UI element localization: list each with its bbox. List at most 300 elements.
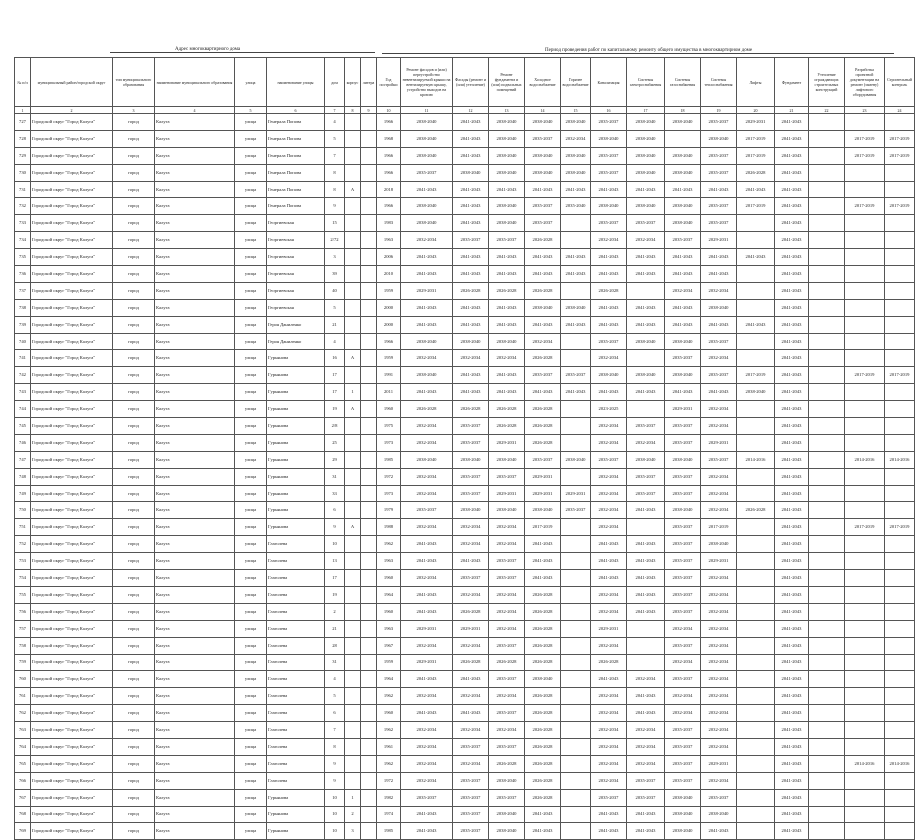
table-cell: 2041-2043 bbox=[775, 114, 809, 131]
table-row bbox=[15, 637, 915, 654]
table-cell: город bbox=[113, 586, 155, 603]
table-cell: улица bbox=[235, 586, 267, 603]
table-cell bbox=[345, 198, 361, 215]
table-row bbox=[15, 299, 915, 316]
table-cell: 2032-2034 bbox=[591, 418, 627, 435]
table-cell: город bbox=[113, 502, 155, 519]
table-cell: 1 bbox=[345, 384, 361, 401]
table-cell: 40 bbox=[325, 282, 345, 299]
column-number: 1 bbox=[15, 107, 31, 114]
table-cell: Глаголева bbox=[267, 586, 325, 603]
table-row bbox=[15, 181, 915, 198]
table-cell bbox=[845, 350, 885, 367]
table-cell: 2035-2037 bbox=[453, 232, 489, 249]
table-cell: Георгиевская bbox=[267, 249, 325, 266]
table-cell: 2041-2043 bbox=[627, 536, 665, 553]
table-cell: 2029-2031 bbox=[489, 485, 525, 502]
table-cell: 6 bbox=[325, 502, 345, 519]
table-cell: 2032-2034 bbox=[401, 738, 453, 755]
table-cell bbox=[345, 637, 361, 654]
table-cell bbox=[361, 502, 377, 519]
table-cell: 2041-2043 bbox=[453, 299, 489, 316]
table-cell: Городской округ "Город Калуга" bbox=[31, 705, 113, 722]
table-cell: 1960 bbox=[377, 705, 401, 722]
table-cell: 2035-2037 bbox=[665, 434, 701, 451]
table-cell: 17 bbox=[325, 384, 345, 401]
table-cell bbox=[345, 722, 361, 739]
table-cell bbox=[885, 333, 915, 350]
table-row bbox=[15, 384, 915, 401]
table-cell: 1 bbox=[345, 789, 361, 806]
table-cell: Городской округ "Город Калуга" bbox=[31, 401, 113, 418]
table-cell bbox=[809, 738, 845, 755]
table-cell bbox=[845, 620, 885, 637]
table-cell: 2041-2043 bbox=[401, 603, 453, 620]
column-header: дом bbox=[325, 58, 345, 107]
table-cell: 2029-2031 bbox=[401, 620, 453, 637]
table-cell: 2026-2028 bbox=[591, 654, 627, 671]
table-cell: Калуга bbox=[155, 485, 235, 502]
table-cell: 9 bbox=[325, 772, 345, 789]
table-cell: 2041-2043 bbox=[775, 367, 809, 384]
table-cell bbox=[885, 772, 915, 789]
table-cell: 2029-2031 bbox=[701, 755, 737, 772]
table-cell bbox=[737, 418, 775, 435]
table-row bbox=[15, 620, 915, 637]
table-cell bbox=[845, 536, 885, 553]
table-cell: 1975 bbox=[377, 418, 401, 435]
table-cell bbox=[809, 249, 845, 266]
table-cell bbox=[809, 553, 845, 570]
table-cell: 2038-2040 bbox=[627, 147, 665, 164]
table-cell: 2035-2037 bbox=[453, 789, 489, 806]
table-cell bbox=[845, 603, 885, 620]
table-cell: 1991 bbox=[377, 367, 401, 384]
table-cell bbox=[809, 789, 845, 806]
table-cell: 767 bbox=[15, 789, 31, 806]
table-cell: 1973 bbox=[377, 434, 401, 451]
table-cell: Городской округ "Город Калуга" bbox=[31, 553, 113, 570]
table-row bbox=[15, 401, 915, 418]
table-cell: 2041-2043 bbox=[453, 215, 489, 232]
table-cell: 2038-2040 bbox=[489, 823, 525, 840]
address-group-line bbox=[110, 52, 375, 53]
table-cell: 2035-2037 bbox=[489, 705, 525, 722]
table-cell: 2017-2019 bbox=[885, 198, 915, 215]
table-cell: 2026-2028 bbox=[525, 688, 561, 705]
table-cell bbox=[737, 282, 775, 299]
table-cell: 2035-2037 bbox=[489, 789, 525, 806]
table-cell: 2041-2043 bbox=[627, 705, 665, 722]
address-group-header: Адрес многоквартирного дома bbox=[175, 47, 241, 52]
table-cell bbox=[561, 738, 591, 755]
column-header: тип муниципального образования bbox=[113, 58, 155, 107]
table-cell: 10 bbox=[325, 806, 345, 823]
table-cell: 2041-2043 bbox=[453, 384, 489, 401]
table-cell bbox=[345, 147, 361, 164]
table-cell bbox=[845, 485, 885, 502]
table-cell: Генерала Попова bbox=[267, 130, 325, 147]
table-cell: 2026-2028 bbox=[489, 418, 525, 435]
table-row bbox=[15, 654, 915, 671]
table-cell bbox=[561, 570, 591, 587]
table-cell: 2041-2043 bbox=[775, 536, 809, 553]
table-cell: Городской округ "Город Калуга" bbox=[31, 316, 113, 333]
table-cell bbox=[809, 130, 845, 147]
table-cell: улица bbox=[235, 705, 267, 722]
table-cell bbox=[561, 806, 591, 823]
table-row bbox=[15, 485, 915, 502]
table-cell: 31 bbox=[325, 654, 345, 671]
table-cell: 7 bbox=[325, 147, 345, 164]
table-cell: 2038-2040 bbox=[525, 164, 561, 181]
table-cell: 4 bbox=[325, 671, 345, 688]
table-row bbox=[15, 451, 915, 468]
table-cell bbox=[845, 249, 885, 266]
column-number: 19 bbox=[701, 107, 737, 114]
table-cell: 760 bbox=[15, 671, 31, 688]
table-cell: 745 bbox=[15, 418, 31, 435]
table-cell: Калуга bbox=[155, 164, 235, 181]
table-cell: 1960 bbox=[377, 570, 401, 587]
table-cell: 2041-2043 bbox=[489, 367, 525, 384]
table-cell: Гурьянова bbox=[267, 806, 325, 823]
table-cell: Городской округ "Город Калуга" bbox=[31, 485, 113, 502]
table-cell: 29 bbox=[325, 451, 345, 468]
table-cell: город bbox=[113, 401, 155, 418]
table-cell: 2014-2016 bbox=[737, 451, 775, 468]
table-cell bbox=[737, 789, 775, 806]
table-cell: Калуга bbox=[155, 468, 235, 485]
table-cell: 2041-2043 bbox=[627, 181, 665, 198]
table-cell: 766 bbox=[15, 772, 31, 789]
table-cell: Генерала Попова bbox=[267, 114, 325, 131]
table-cell: 2032-2034 bbox=[401, 350, 453, 367]
table-cell: 2014-2016 bbox=[885, 755, 915, 772]
table-cell: 2041-2043 bbox=[453, 367, 489, 384]
table-cell: улица bbox=[235, 282, 267, 299]
table-cell bbox=[885, 215, 915, 232]
table-cell: 28 bbox=[325, 637, 345, 654]
table-cell bbox=[361, 519, 377, 536]
table-cell: 2026-2028 bbox=[525, 722, 561, 739]
table-cell: Калуга bbox=[155, 333, 235, 350]
table-cell: 2041-2043 bbox=[401, 671, 453, 688]
table-cell: 2038-2040 bbox=[401, 114, 453, 131]
table-cell: 2041-2043 bbox=[401, 705, 453, 722]
table-cell: 2041-2043 bbox=[453, 181, 489, 198]
table-cell: город bbox=[113, 181, 155, 198]
table-cell: улица bbox=[235, 620, 267, 637]
table-cell: 755 bbox=[15, 586, 31, 603]
table-cell: 1966 bbox=[377, 164, 401, 181]
table-cell bbox=[361, 688, 377, 705]
table-cell: 2038-2040 bbox=[489, 164, 525, 181]
table-cell: 2014-2016 bbox=[845, 755, 885, 772]
table-cell bbox=[561, 553, 591, 570]
table-cell bbox=[361, 333, 377, 350]
table-cell: 2035-2037 bbox=[525, 367, 561, 384]
table-cell bbox=[885, 536, 915, 553]
column-header: Системы электроснабжения bbox=[627, 58, 665, 107]
table-cell bbox=[809, 266, 845, 283]
table-cell: город bbox=[113, 114, 155, 131]
table-cell: 2032-2034 bbox=[591, 434, 627, 451]
table-cell: 2041-2043 bbox=[627, 316, 665, 333]
table-cell: 2026-2028 bbox=[453, 603, 489, 620]
column-header: № п/п bbox=[15, 58, 31, 107]
table-cell: 2038-2040 bbox=[701, 536, 737, 553]
column-header: Фасады (ремонт и (или) утепление) bbox=[453, 58, 489, 107]
column-header: наименование улицы bbox=[267, 58, 325, 107]
table-cell bbox=[361, 772, 377, 789]
table-cell bbox=[361, 671, 377, 688]
table-row bbox=[15, 434, 915, 451]
table-cell: Городской округ "Город Калуга" bbox=[31, 722, 113, 739]
table-cell bbox=[845, 671, 885, 688]
table-cell: 2041-2043 bbox=[561, 384, 591, 401]
table-cell: 1961 bbox=[377, 738, 401, 755]
table-cell bbox=[361, 637, 377, 654]
table-row bbox=[15, 418, 915, 435]
table-cell: 2038-2040 bbox=[665, 333, 701, 350]
table-cell bbox=[809, 586, 845, 603]
table-cell: 1962 bbox=[377, 688, 401, 705]
table-cell: 1967 bbox=[377, 637, 401, 654]
table-cell: 2041-2043 bbox=[561, 266, 591, 283]
table-cell: 1979 bbox=[377, 502, 401, 519]
table-cell: улица bbox=[235, 536, 267, 553]
table-cell bbox=[845, 553, 885, 570]
table-cell: 2/8 bbox=[325, 418, 345, 435]
table-cell: 2017-2019 bbox=[737, 147, 775, 164]
table-cell bbox=[561, 603, 591, 620]
table-cell bbox=[361, 553, 377, 570]
table-cell: 739 bbox=[15, 316, 31, 333]
table-cell: 15 bbox=[325, 215, 345, 232]
table-cell: 2035-2037 bbox=[665, 603, 701, 620]
table-cell: улица bbox=[235, 232, 267, 249]
table-cell: 732 bbox=[15, 198, 31, 215]
table-cell: 2041-2043 bbox=[775, 232, 809, 249]
table-cell: 2026-2028 bbox=[453, 401, 489, 418]
table-cell: Георгиевская bbox=[267, 282, 325, 299]
table-cell bbox=[561, 772, 591, 789]
table-cell: улица bbox=[235, 688, 267, 705]
table-cell: Гурьянова bbox=[267, 823, 325, 840]
table-cell bbox=[361, 266, 377, 283]
table-cell bbox=[345, 485, 361, 502]
table-cell: 2041-2043 bbox=[591, 266, 627, 283]
table-cell bbox=[809, 384, 845, 401]
table-cell bbox=[561, 434, 591, 451]
table-cell bbox=[885, 553, 915, 570]
table-row bbox=[15, 755, 915, 772]
table-cell: 2032-2034 bbox=[627, 738, 665, 755]
table-row bbox=[15, 823, 915, 840]
table-cell: 2035-2037 bbox=[701, 147, 737, 164]
table-cell: 2035-2037 bbox=[627, 789, 665, 806]
table-cell bbox=[345, 671, 361, 688]
table-cell: 2038-2040 bbox=[561, 147, 591, 164]
table-cell bbox=[885, 637, 915, 654]
table-cell: 2035-2037 bbox=[665, 485, 701, 502]
table-cell: 2041-2043 bbox=[775, 671, 809, 688]
table-cell: Калуга bbox=[155, 266, 235, 283]
table-row bbox=[15, 333, 915, 350]
table-cell bbox=[809, 299, 845, 316]
table-cell: 1982 bbox=[377, 789, 401, 806]
table-cell bbox=[809, 485, 845, 502]
table-cell: Глаголева bbox=[267, 620, 325, 637]
table-cell: 2041-2043 bbox=[591, 316, 627, 333]
table-cell: улица bbox=[235, 401, 267, 418]
table-cell bbox=[845, 722, 885, 739]
table-cell: 2026-2028 bbox=[525, 418, 561, 435]
table-cell: 2041-2043 bbox=[525, 316, 561, 333]
table-cell bbox=[345, 249, 361, 266]
table-cell: 2026-2028 bbox=[453, 282, 489, 299]
table-cell: 1959 bbox=[377, 282, 401, 299]
table-cell: 2029-2031 bbox=[591, 620, 627, 637]
column-header: муниципальный район/городской округ bbox=[31, 58, 113, 107]
table-cell: Городской округ "Город Калуга" bbox=[31, 198, 113, 215]
table-cell: Городской округ "Город Калуга" bbox=[31, 266, 113, 283]
table-cell bbox=[345, 553, 361, 570]
table-cell: 1985 bbox=[377, 451, 401, 468]
table-cell: город bbox=[113, 738, 155, 755]
table-cell: 2038-2040 bbox=[627, 367, 665, 384]
table-cell: 2017-2019 bbox=[845, 130, 885, 147]
table-cell bbox=[345, 282, 361, 299]
table-cell: 2041-2043 bbox=[627, 502, 665, 519]
table-cell: Городской округ "Город Калуга" bbox=[31, 536, 113, 553]
table-cell: улица bbox=[235, 519, 267, 536]
column-header: корпус bbox=[345, 58, 361, 107]
table-cell: 2010 bbox=[377, 266, 401, 283]
table-cell: 2035-2037 bbox=[627, 468, 665, 485]
table-cell: 2041-2043 bbox=[775, 451, 809, 468]
table-row bbox=[15, 772, 915, 789]
table-cell bbox=[737, 434, 775, 451]
table-row bbox=[15, 671, 915, 688]
table-cell: 33 bbox=[325, 485, 345, 502]
table-cell bbox=[885, 485, 915, 502]
table-cell: Гурьянова bbox=[267, 418, 325, 435]
table-cell bbox=[345, 333, 361, 350]
table-cell: 761 bbox=[15, 688, 31, 705]
table-cell bbox=[885, 468, 915, 485]
table-cell: 2041-2043 bbox=[453, 114, 489, 131]
column-number: 2 bbox=[31, 107, 113, 114]
table-cell: Городской округ "Город Калуга" bbox=[31, 519, 113, 536]
table-cell: 2041-2043 bbox=[775, 722, 809, 739]
table-cell: 2032-2034 bbox=[701, 688, 737, 705]
table-cell: Глаголева bbox=[267, 603, 325, 620]
table-cell: Городской округ "Город Калуга" bbox=[31, 806, 113, 823]
table-cell: 4 bbox=[325, 333, 345, 350]
table-cell: улица bbox=[235, 164, 267, 181]
table-cell: 2026-2028 bbox=[401, 401, 453, 418]
table-cell: 2041-2043 bbox=[453, 249, 489, 266]
table-cell: Калуга bbox=[155, 772, 235, 789]
table-cell: Героя Даниленко bbox=[267, 333, 325, 350]
table-cell: Глаголева bbox=[267, 705, 325, 722]
table-cell: 2032-2034 bbox=[453, 586, 489, 603]
table-cell: Городской округ "Город Калуга" bbox=[31, 333, 113, 350]
table-cell: 8 bbox=[325, 164, 345, 181]
table-cell: 2017-2019 bbox=[845, 198, 885, 215]
table-cell: 2035-2037 bbox=[591, 451, 627, 468]
table-cell: 2038-2040 bbox=[701, 806, 737, 823]
table-cell bbox=[561, 823, 591, 840]
table-cell: 2041-2043 bbox=[453, 671, 489, 688]
table-cell: 2032-2034 bbox=[401, 519, 453, 536]
table-row bbox=[15, 553, 915, 570]
table-cell bbox=[737, 772, 775, 789]
table-cell: 2032-2034 bbox=[489, 519, 525, 536]
table-cell bbox=[361, 536, 377, 553]
table-cell: Калуга bbox=[155, 536, 235, 553]
column-number: 23 bbox=[845, 107, 885, 114]
table-cell: 2041-2043 bbox=[775, 738, 809, 755]
table-cell: Городской округ "Город Калуга" bbox=[31, 215, 113, 232]
table-cell: Городской округ "Город Калуга" bbox=[31, 350, 113, 367]
table-cell: 2032-2034 bbox=[489, 603, 525, 620]
table-cell: 2038-2040 bbox=[627, 114, 665, 131]
table-cell: 2041-2043 bbox=[701, 823, 737, 840]
table-cell: 2032-2034 bbox=[591, 738, 627, 755]
table-cell: 1963 bbox=[377, 620, 401, 637]
table-row bbox=[15, 316, 915, 333]
table-cell: 6 bbox=[325, 705, 345, 722]
table-cell: Городской округ "Город Калуга" bbox=[31, 232, 113, 249]
table-cell bbox=[737, 299, 775, 316]
table-cell bbox=[845, 333, 885, 350]
table-cell: 2035-2037 bbox=[525, 451, 561, 468]
table-cell: 2029-2031 bbox=[401, 654, 453, 671]
table-cell: 2041-2043 bbox=[775, 333, 809, 350]
table-cell: А bbox=[345, 401, 361, 418]
table-cell: 2032-2034 bbox=[701, 603, 737, 620]
table-cell bbox=[845, 806, 885, 823]
table-cell: 2038-2040 bbox=[401, 130, 453, 147]
table-row bbox=[15, 130, 915, 147]
table-cell bbox=[809, 722, 845, 739]
table-cell: Городской округ "Город Калуга" bbox=[31, 620, 113, 637]
table-cell: 2032-2034 bbox=[591, 232, 627, 249]
table-cell bbox=[561, 519, 591, 536]
table-cell: город bbox=[113, 519, 155, 536]
table-cell: Гурьянова bbox=[267, 434, 325, 451]
table-cell: 2032-2034 bbox=[591, 519, 627, 536]
column-header: Фундамент bbox=[775, 58, 809, 107]
table-cell: улица bbox=[235, 553, 267, 570]
table-cell: 2041-2043 bbox=[401, 299, 453, 316]
table-cell: 2032-2034 bbox=[401, 418, 453, 435]
table-cell: 740 bbox=[15, 333, 31, 350]
table-cell: 2032-2034 bbox=[453, 350, 489, 367]
table-cell: 729 bbox=[15, 147, 31, 164]
table-cell: Гурьянова bbox=[267, 384, 325, 401]
table-cell: город bbox=[113, 215, 155, 232]
table-cell: 2041-2043 bbox=[489, 299, 525, 316]
table-cell: Калуга bbox=[155, 519, 235, 536]
table-cell bbox=[345, 688, 361, 705]
table-cell: Городской округ "Город Калуга" bbox=[31, 367, 113, 384]
table-cell: 2032-2034 bbox=[401, 468, 453, 485]
table-cell: город bbox=[113, 198, 155, 215]
